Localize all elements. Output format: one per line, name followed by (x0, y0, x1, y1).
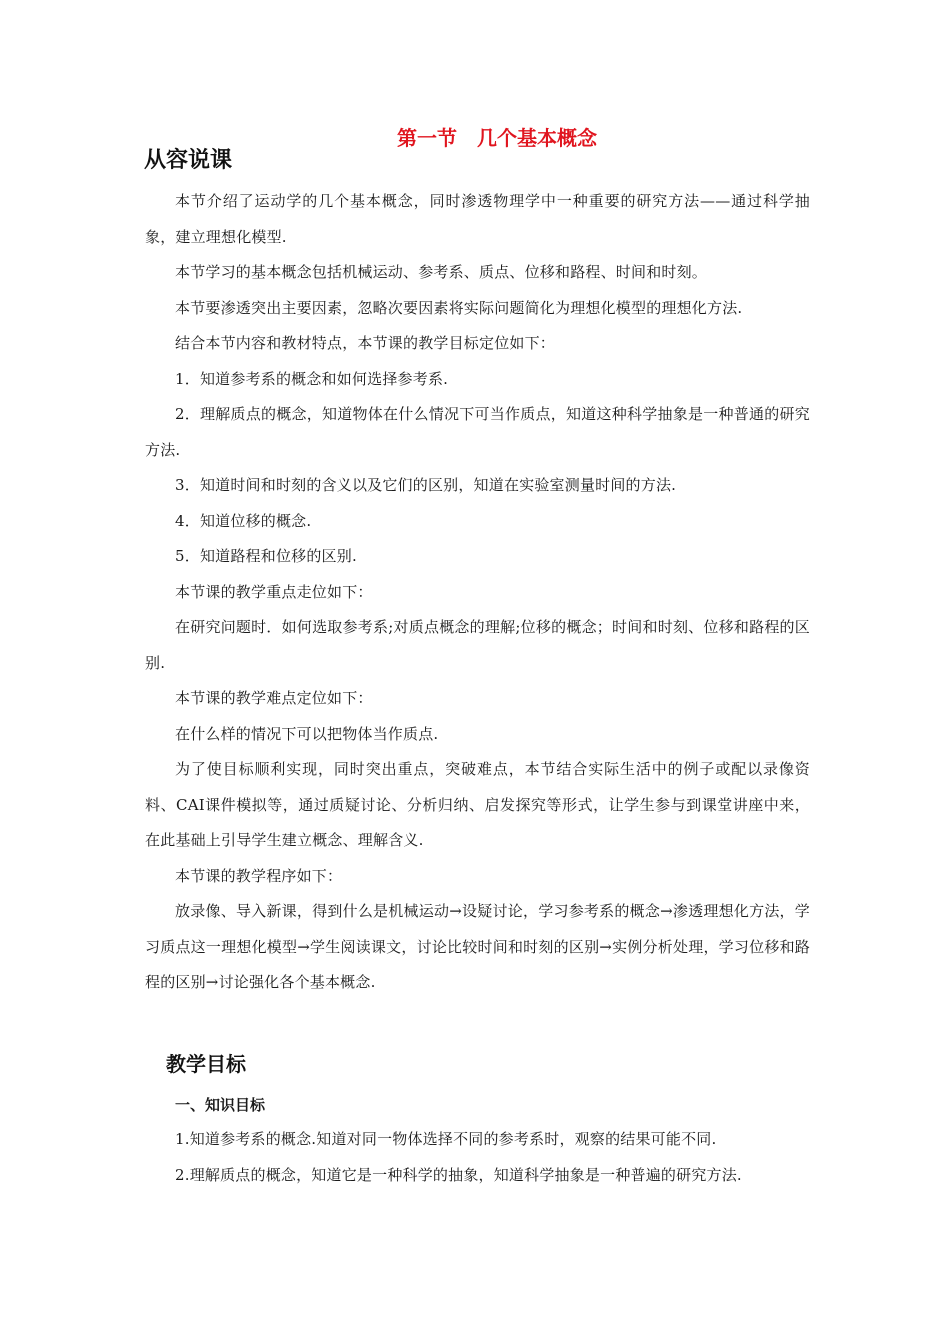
objectives-heading: 教学目标 (166, 1052, 246, 1076)
paragraph: 放录像、导入新课，得到什么是机械运动→设疑讨论，学习参考系的概念→渗透理想化方法，学习质点这一理想化模型→学生阅读课文，讨论比较时间和时刻的区别→实例分析处理，学习位移和路程的区别→讨论强化各个基本概念. (145, 902, 810, 991)
paragraph: 本节要渗透突出主要因素，忽略次要因素将实际问题简化为理想化模型的理想化方法. (175, 298, 743, 317)
paragraph: 本节课的教学重点走位如下： (175, 582, 373, 601)
list-item: 2.理解质点的概念，知道它是一种科学的抽象，知道科学抽象是一种普遍的研究方法. (175, 1165, 742, 1184)
page-title: 第一节 几个基本概念 (397, 126, 597, 150)
list-item: 5．知道路程和位移的区别. (175, 547, 357, 565)
objectives-body (145, 1089, 810, 1193)
paragraph: 本节介绍了运动学的几个基本概念，同时渗透物理学中一种重要的研究方法——通过科学抽象，建立理想化模型. (145, 192, 810, 246)
list-item: 1．知道参考系的概念和如何选择参考系. (175, 369, 449, 388)
paragraph: 本节学习的基本概念包括机械运动、参考系、质点、位移和路程、时间和时刻。 (175, 263, 708, 281)
paragraph: 为了使目标顺利实现，同时突出重点，突破难点，本节结合实际生活中的例子或配以录像资料、CAI课件模拟等，通过质疑讨论、分析归纳、启发探究等形式，让学生参与到课堂讲座中来，在此基础上引导学生建立概念、理解含义. (145, 760, 810, 849)
paragraph: 在研究问题时．如何选取参考系;对质点概念的理解;位移的概念；时间和时刻、位移和路程的区别. (145, 618, 810, 672)
list-item: 2．理解质点的概念，知道物体在什么情况下可当作质点，知道这种科学抽象是一种普通的研究方法. (145, 405, 810, 459)
list-item: 4．知道位移的概念. (175, 511, 312, 530)
paragraph: 本节课的教学难点定位如下： (175, 689, 373, 707)
paragraph: 在什么样的情况下可以把物体当作质点. (175, 724, 439, 743)
list-item: 1.知道参考系的概念.知道对同一物体选择不同的参考系时，观察的结果可能不同. (175, 1130, 717, 1148)
knowledge-heading: 一、知识目标 (175, 1096, 266, 1114)
paragraph: 结合本节内容和教材特点，本节课的教学目标定位如下： (175, 334, 556, 352)
section-body (145, 184, 810, 1001)
section-heading: 从容说课 (144, 148, 233, 173)
paragraph: 本节课的教学程序如下： (175, 866, 343, 885)
list-item: 3．知道时间和时刻的含义以及它们的区别，知道在实验室测量时间的方法. (175, 476, 677, 494)
